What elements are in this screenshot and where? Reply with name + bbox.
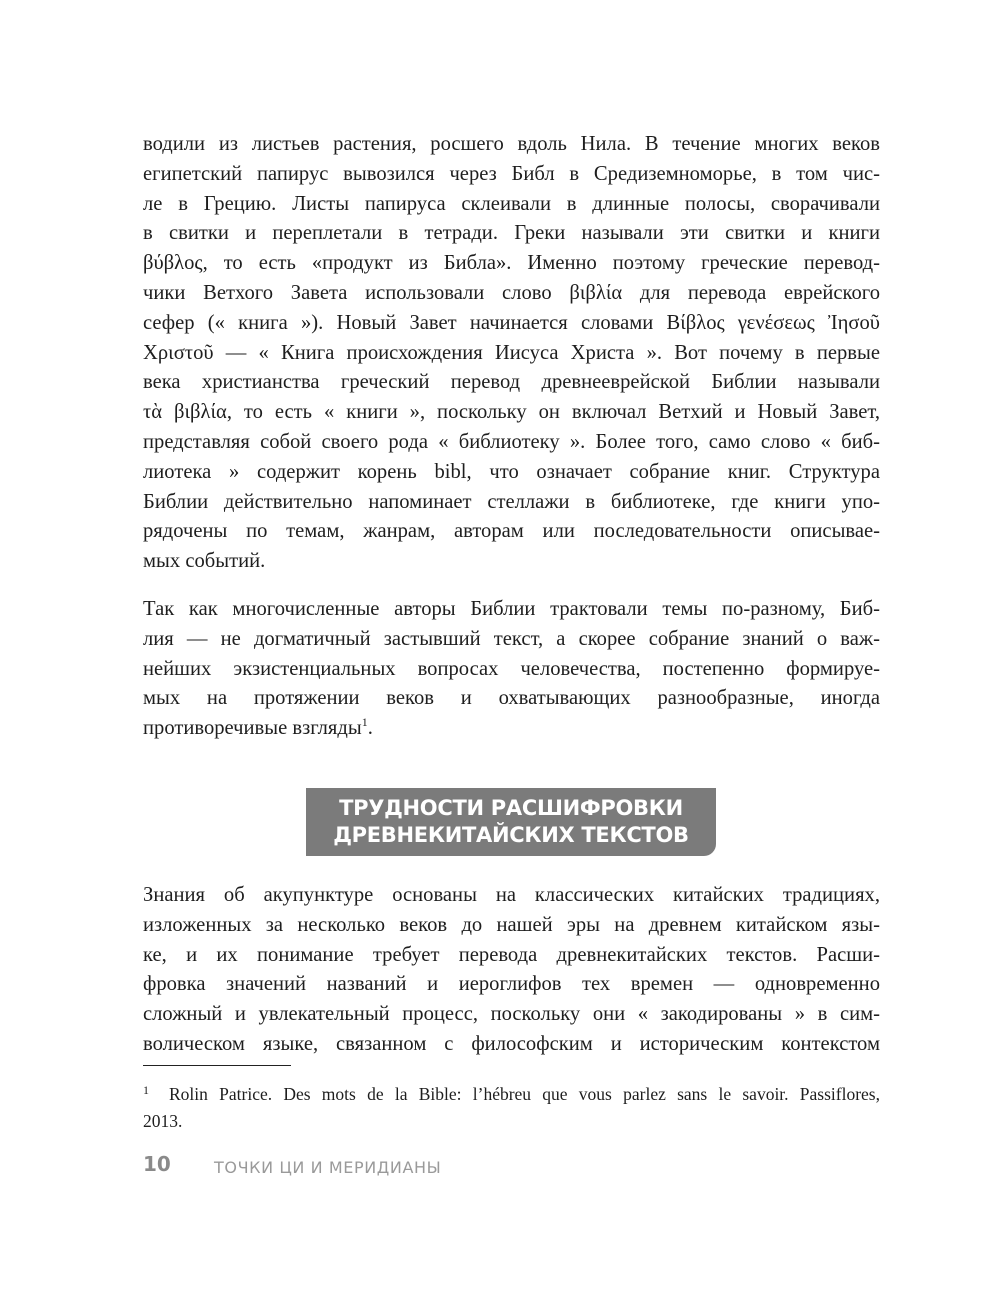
footnote-divider	[143, 1065, 291, 1066]
paragraph-line: ке, и их понимание требует перевода древнекитайских текстов. Расши-	[143, 943, 880, 966]
paragraph-line: в свитки и переплетали в тетради. Греки называли эти свитки и книги	[143, 222, 880, 245]
section-heading	[306, 788, 716, 856]
paragraph-line: чики Ветхого Завета использовали слово βιβλία для перевода еврейского	[143, 281, 880, 304]
body-paragraph-2	[143, 595, 880, 744]
footnote-reference[interactable]: 1	[361, 715, 368, 730]
paragraph-last-line	[143, 714, 880, 744]
paragraph-line: века христианства греческий перевод древнееврейской Библии называли	[143, 371, 880, 394]
paragraph-line: Так как многочисленные авторы Библии трактовали темы по-разному, Биб-	[143, 598, 880, 620]
paragraph-line-tail: .	[367, 717, 373, 740]
paragraph-line: фровка значений названий и иероглифов тех времен — одновременно	[143, 973, 880, 996]
paragraph-line: Χριστοῦ — « Книга происхождения Иисуса Христа ». Вот почему в первые	[143, 341, 880, 364]
section-heading-line-1: ТРУДНОСТИ РАСШИФРОВКИ	[339, 796, 683, 820]
paragraph-line: мых на протяжении веков и охватывающих разнообразные, иногда	[143, 687, 880, 710]
paragraph-line: сложный и увлекательный процесс, поскольку они « закодированы » в сим-	[143, 1003, 880, 1026]
paragraph-line: ле в Грецию. Листы папируса склеивали в длинные полосы, сворачивали	[143, 192, 880, 215]
footnote-number: 1	[143, 1083, 149, 1097]
running-title: ТОЧКИ ЦИ И МЕРИДИАНЫ	[214, 1158, 442, 1177]
paragraph-line: водили из листьев растения, росшего вдоль Нила. В течение многих веков	[143, 133, 880, 155]
paragraph-line: лия — не догматичный застывший текст, а скорее собрание знаний о важ-	[143, 627, 880, 650]
paragraph-line: представляя собой своего рода « библиотеку ». Более того, само слово « биб-	[143, 430, 880, 453]
paragraph-line-text: противоречивые взгляды	[143, 717, 362, 740]
section-heading-line-2: ДРЕВНЕКИТАЙСКИХ ТЕКСТОВ	[333, 823, 689, 847]
footnote-text: Rolin Patrice. Des mots de la Bible: l’hébreu que vous parlez sans le savoir. Passiflores,	[169, 1084, 880, 1104]
body-paragraph-3	[143, 881, 880, 1060]
footnote	[143, 1077, 880, 1135]
paragraph-line: изложенных за несколько веков до нашей эры на древнем китайском язы-	[143, 913, 880, 936]
footnote-line: 2013.	[143, 1111, 183, 1131]
footnote-line	[143, 1077, 880, 1108]
paragraph-line: египетский папирус вывозился через Библ в Средиземноморье, в том чис-	[143, 162, 880, 185]
paragraph-line: βύβλος, то есть «продукт из Библа». Именно поэтому греческие перевод-	[143, 252, 880, 275]
paragraph-line: волическом языке, связанном с философским и историческим контекстом	[143, 1032, 880, 1055]
paragraph-line: τὰ βιβλία, то есть « книги », поскольку он включал Ветхий и Новый Завет,	[143, 401, 880, 424]
paragraph-line: Библии действительно напоминает стеллажи в библиотеке, где книги упо-	[143, 490, 880, 513]
paragraph-line: нейших экзистенциальных вопросах человечества, постепенно формируе-	[143, 657, 880, 680]
paragraph-line: Знания об акупунктуре основаны на классических китайских традициях,	[143, 884, 880, 906]
page-number: 10	[143, 1152, 171, 1176]
paragraph-line: рядочены по темам, жанрам, авторам или последовательности описывае-	[143, 520, 880, 543]
paragraph-line: сефер (« книга »). Новый Завет начинается словами Βίβλος γενέσεως Ἰησοῦ	[143, 311, 880, 334]
paragraph-line: мых событий.	[143, 550, 266, 573]
paragraph-line: лиотека » содержит корень bibl, что означает собрание книг. Структура	[143, 460, 880, 483]
body-paragraph-1	[143, 130, 880, 577]
